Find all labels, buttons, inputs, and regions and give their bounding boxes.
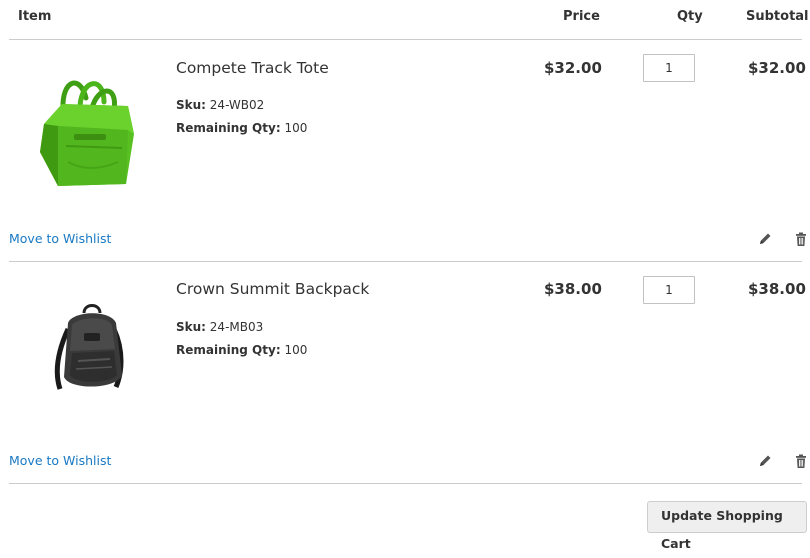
sku-value: 24-WB02: [209, 98, 265, 112]
product-image-tote[interactable]: [18, 50, 158, 190]
column-header-item: Item: [18, 9, 52, 24]
header-divider: [9, 39, 802, 40]
product-remaining-qty: [176, 120, 307, 136]
move-to-wishlist-link[interactable]: Move to Wishlist: [9, 453, 112, 468]
remaining-qty-value: 100: [284, 121, 308, 135]
product-name[interactable]: Crown Summit Backpack: [176, 280, 370, 298]
column-header-subtotal: Subtotal: [746, 9, 809, 24]
pencil-icon[interactable]: [757, 453, 773, 469]
item-subtotal: $38.00: [748, 280, 806, 298]
product-remaining-qty: [176, 342, 307, 358]
qty-input[interactable]: [643, 276, 695, 304]
item-price: $38.00: [544, 280, 602, 298]
sku-value: 24-MB03: [209, 320, 264, 334]
product-name[interactable]: Compete Track Tote: [176, 59, 329, 77]
product-sku: [176, 319, 263, 335]
move-to-wishlist-link[interactable]: Move to Wishlist: [9, 231, 112, 246]
green-tote-bag-icon: [18, 50, 158, 190]
update-shopping-cart-button[interactable]: Update Shopping Cart: [647, 501, 807, 533]
product-sku: [176, 97, 264, 113]
black-backpack-icon: [18, 271, 158, 411]
item-price: $32.00: [544, 59, 602, 77]
column-header-qty: Qty: [677, 9, 703, 24]
product-image-backpack[interactable]: [18, 271, 158, 411]
trash-icon[interactable]: [794, 231, 810, 247]
row-divider: [9, 261, 802, 262]
item-subtotal: $32.00: [748, 59, 806, 77]
column-header-price: Price: [563, 9, 600, 24]
remaining-qty-label: Remaining Qty:: [176, 121, 281, 135]
qty-input[interactable]: [643, 54, 695, 82]
remaining-qty-value: 100: [284, 343, 308, 357]
trash-icon[interactable]: [794, 453, 810, 469]
remaining-qty-label: Remaining Qty:: [176, 343, 281, 357]
sku-label: Sku:: [176, 320, 206, 334]
pencil-icon[interactable]: [757, 231, 773, 247]
sku-label: Sku:: [176, 98, 206, 112]
row-divider: [9, 483, 802, 484]
